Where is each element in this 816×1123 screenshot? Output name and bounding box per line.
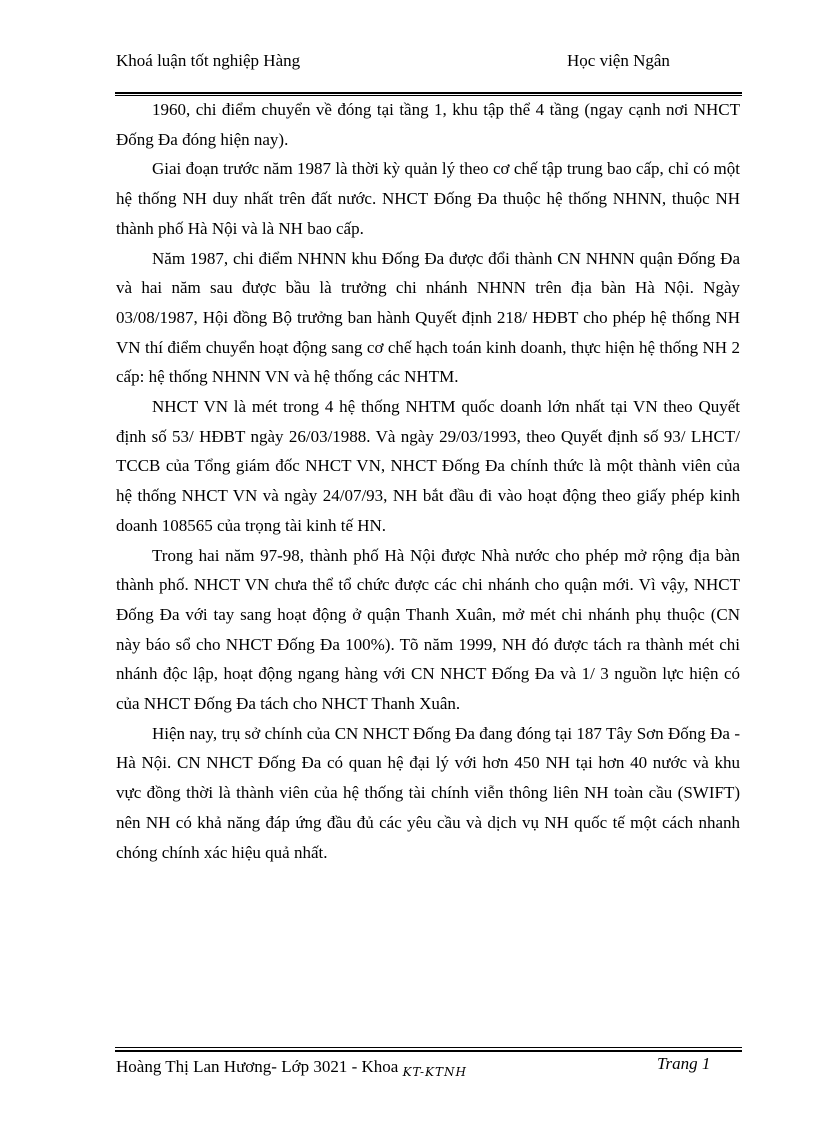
header-right: Học viện Ngân xyxy=(567,51,670,70)
paragraph-1: 1960, chi điểm chuyển về đóng tại tầng 1, khu tập thể 4 tầng (ngay cạnh nơi NHCT Đống Đa đóng hiện nay). xyxy=(116,100,740,149)
paragraph-2: Giai đoạn trước năm 1987 là thời kỳ quản lý theo cơ chế tập trung bao cấp, chỉ có một hệ thống NH duy nhất trên đất nước. NHCT Đống Đa thuộc hệ thống NHNN, thuộc NH thành phố Hà Nội và là NH bao cấp. xyxy=(116,159,740,238)
body-text xyxy=(116,95,740,867)
paragraph-6: Hiện nay, trụ sở chính của CN NHCT Đống Đa đang đóng tại 187 Tây Sơn Đống Đa - Hà Nội. CN NHCT Đống Đa có quan hệ đại lý với hơn 450 NH tại hơn 40 nước và khu vực đồng thời là thành viên của hệ thống tài chính viễn thông liên NH toàn cầu (SWIFT) nên NH có khả năng đáp ứng đầu đủ các yêu cầu và dịch vụ NH quốc tế một cách nhanh chóng chính xác hiệu quả nhất. xyxy=(116,723,740,862)
header-left: Khoá luận tốt nghiệp Hàng xyxy=(116,51,301,70)
paragraph-5: Trong hai năm 97-98, thành phố Hà Nội được Nhà nước cho phép mở rộng địa bàn thành phố. NHCT VN chưa thể tổ chức được các chi nhánh cho quận mới. Vì vậy, NHCT Đống Đa với tay sang hoạt động ở quận Thanh Xuân, mở mét chi nhánh phụ thuộc (CN này báo sổ cho NHCT Đống Đa 100%). Tõ năm 1999, NH đó được tách ra thành mét chi nhánh độc lập, hoạt động ngang hàng với CN NHCT Đống Đa và 1/ 3 nguồn lực hiện có của NHCT Đống Đa tách cho NHCT Thanh Xuân. xyxy=(116,545,740,714)
footer-department-script: KT-KTNH xyxy=(402,1065,467,1079)
footer-rule-thin xyxy=(115,1047,742,1048)
paragraph-4: NHCT VN là mét trong 4 hệ thống NHTM quốc doanh lớn nhất tại VN theo Quyết định số 53/ HĐBT ngày 26/03/1988. Và ngày 29/03/1993, theo Quyết định số 93/ LHCT/ TCCB của Tổng giám đốc NHCT VN, NHCT Đống Đa chính thức là một thành viên của hệ thống NHCT VN và ngày 24/07/93, NH bắt đầu đi vào hoạt động theo giấy phép kinh doanh 108565 của trọng tài kinh tế HN. xyxy=(116,397,740,535)
header-rule xyxy=(115,92,742,94)
footer-rule xyxy=(115,1050,742,1052)
paragraph-3: Năm 1987, chi điểm NHNN khu Đống Đa được đổi thành CN NHNN quận Đống Đa và hai năm sau được bầu là trưởng chi nhánh NHNN trên địa bàn Hà Nội. Ngày 03/08/1987, Hội đồng Bộ trưởng ban hành Quyết định 218/ HĐBT cho phép hệ thống NH VN thí điểm chuyển hoạt động sang cơ chế hạch toán kinh doanh, thực hiện hệ thống NH 2 cấp: hệ thống NHNN VN và hệ thống các NHTM. xyxy=(116,248,740,387)
footer-author xyxy=(116,1057,467,1077)
page-number: Trang 1 xyxy=(657,1054,711,1073)
footer-author-text: Hoàng Thị Lan Hương- Lớp 3021 - Khoa xyxy=(116,1057,399,1076)
